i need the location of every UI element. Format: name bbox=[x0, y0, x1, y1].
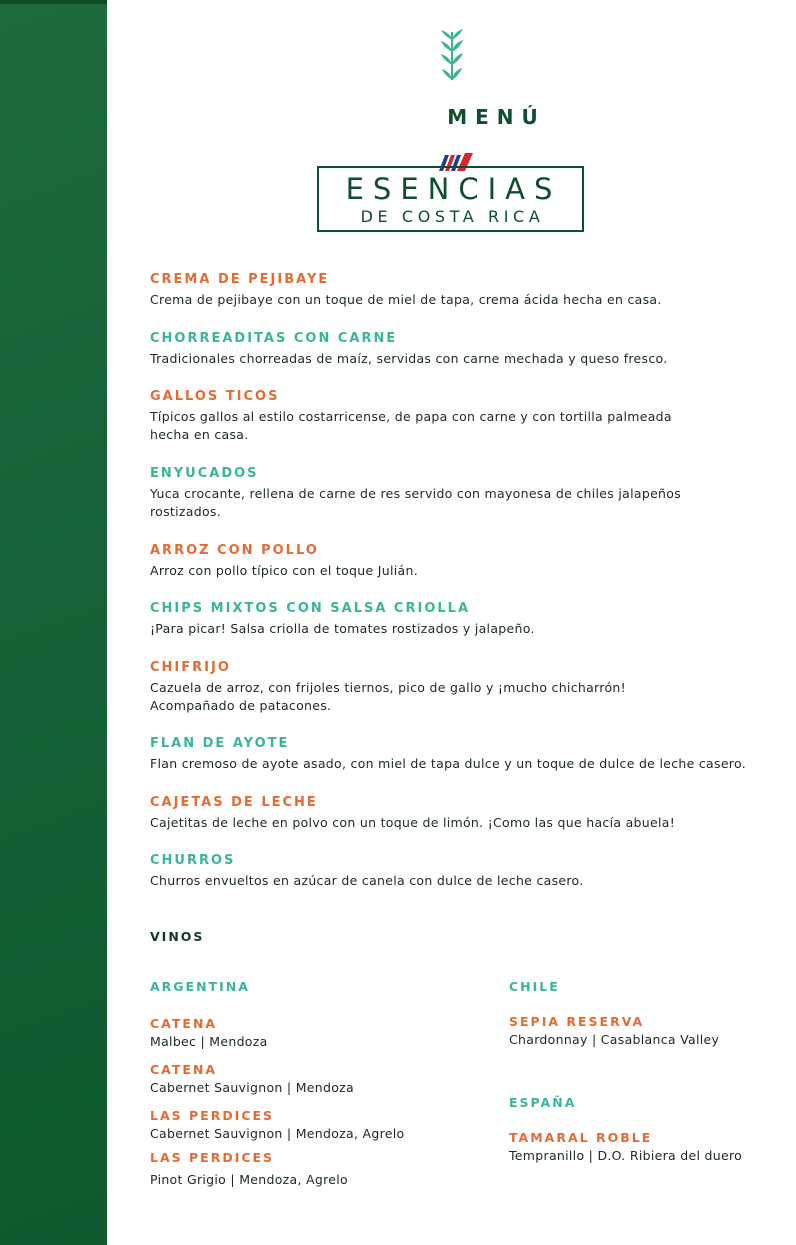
wine-description: Tempranillo | D.O. Ribiera del duero bbox=[509, 1148, 743, 1163]
restaurant-logo bbox=[317, 166, 584, 232]
wine-description: Pinot Grigio | Mendoza, Agrelo bbox=[150, 1172, 349, 1187]
wine-item bbox=[509, 1129, 742, 1165]
wines-heading: VINOS bbox=[150, 929, 205, 944]
menu-item bbox=[150, 542, 750, 580]
wine-region-argentina: ARGENTINA bbox=[150, 979, 250, 994]
menu-item-name: CHURROS bbox=[150, 853, 236, 868]
menu-item-name: FLAN DE AYOTE bbox=[150, 736, 290, 751]
menu-item bbox=[150, 852, 750, 890]
menu-item-name: CAJETAS DE LECHE bbox=[150, 795, 318, 810]
menu-item bbox=[150, 659, 750, 715]
menu-item-name: ARROZ CON POLLO bbox=[150, 543, 319, 558]
menu-item-description: Cazuela de arroz, con frijoles tiernos, pico de gallo y ¡mucho chicharrón! Acompañado de patacones. bbox=[150, 680, 626, 713]
wine-item bbox=[150, 1061, 354, 1097]
green-sidebar-band bbox=[0, 0, 107, 1245]
wine-item bbox=[150, 1107, 405, 1143]
menu-item-name: CHIPS MIXTOS CON SALSA CRIOLLA bbox=[150, 601, 470, 616]
leaf-sprig-icon bbox=[437, 28, 467, 84]
menu-item-description: Flan cremoso de ayote asado, con miel de tapa dulce y un toque de dulce de leche casero. bbox=[150, 756, 746, 771]
wine-name: LAS PERDICES bbox=[150, 1150, 275, 1165]
wine-name: TAMARAL ROBLE bbox=[509, 1130, 653, 1145]
menu-item bbox=[150, 271, 750, 309]
wine-description: Malbec | Mendoza bbox=[150, 1034, 268, 1049]
wine-description: Cabernet Sauvignon | Mendoza, Agrelo bbox=[150, 1126, 405, 1141]
menu-item-description: Churros envueltos en azúcar de canela con dulce de leche casero. bbox=[150, 873, 584, 888]
menu-item bbox=[150, 735, 750, 773]
menu-item-name: GALLOS TICOS bbox=[150, 389, 280, 404]
menu-item bbox=[150, 794, 750, 832]
wine-description: Cabernet Sauvignon | Mendoza bbox=[150, 1080, 354, 1095]
wine-name: SEPIA RESERVA bbox=[509, 1014, 645, 1029]
logo-subtitle: DE COSTA RICA bbox=[360, 207, 545, 226]
menu-item bbox=[150, 330, 750, 368]
menu-title: MENÚ bbox=[447, 105, 546, 129]
wine-region-chile: CHILE bbox=[509, 979, 560, 994]
menu-item-description: ¡Para picar! Salsa criolla de tomates rostizados y jalapeño. bbox=[150, 621, 535, 636]
menu-item-description: Tradicionales chorreadas de maíz, servidas con carne mechada y queso fresco. bbox=[150, 351, 668, 366]
menu-item-description: Yuca crocante, rellena de carne de res servido con mayonesa de chiles jalapeños rostizados. bbox=[150, 486, 682, 519]
wine-item bbox=[509, 1013, 719, 1049]
menu-item bbox=[150, 600, 750, 638]
wine-name: CATENA bbox=[150, 1062, 218, 1077]
wine-description: Chardonnay | Casablanca Valley bbox=[509, 1032, 720, 1047]
menu-item-name: CREMA DE PEJIBAYE bbox=[150, 272, 330, 287]
menu-item-name: ENYUCADOS bbox=[150, 466, 259, 481]
wine-region-espana: ESPAÑA bbox=[509, 1095, 577, 1110]
wine-name: CATENA bbox=[150, 1016, 218, 1031]
menu-item bbox=[150, 388, 750, 444]
menu-item-name: CHIFRIJO bbox=[150, 660, 231, 675]
menu-item-description: Arroz con pollo típico con el toque Julián. bbox=[150, 563, 418, 578]
menu-item bbox=[150, 465, 750, 521]
wine-item bbox=[150, 1015, 268, 1051]
menu-item-description: Cajetitas de leche en polvo con un toque de limón. ¡Como las que hacía abuela! bbox=[150, 815, 676, 830]
wine-item bbox=[150, 1149, 348, 1189]
wine-name: LAS PERDICES bbox=[150, 1108, 275, 1123]
menu-item-name: CHORREADITAS CON CARNE bbox=[150, 331, 398, 346]
menu-item-description: Crema de pejibaye con un toque de miel de tapa, crema ácida hecha en casa. bbox=[150, 292, 662, 307]
logo-name: ESENCIAS bbox=[345, 172, 562, 206]
menu-item-description: Típicos gallos al estilo costarricense, de papa con carne y con tortilla palmeada hecha en casa. bbox=[150, 409, 672, 442]
